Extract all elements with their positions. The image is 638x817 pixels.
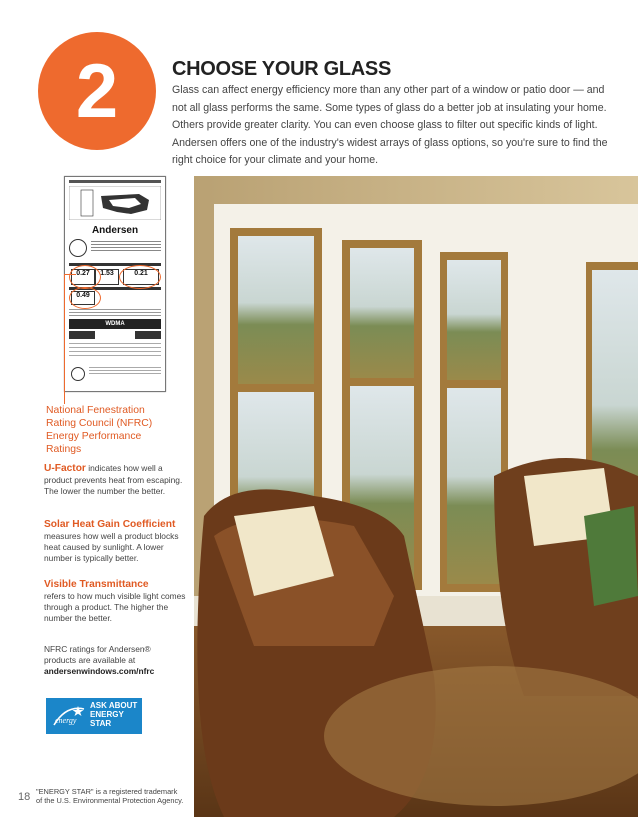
seal-icon	[69, 239, 87, 257]
intro-paragraph: Glass can affect energy efficiency more than any other part of a window or patio door — and not all glass performs the same. Some types of glass do a better job at insulating your home. Others provide greater clarity. You can even choose glass to filter out specific kinds of light. Andersen offers one of the industry's widest arrays of glass options, so you're sure to find the right choice for your climate and your home.	[172, 84, 608, 167]
nfrc-note: NFRC ratings for Andersen® products are available at andersenwindows.com/nfrc	[44, 644, 184, 677]
us-map-icon	[69, 186, 161, 220]
shgc-heading: Solar Heat Gain Coefficient	[44, 519, 176, 530]
nfrc-label-illustration	[64, 176, 166, 392]
energy-logo-text: energy	[55, 716, 77, 725]
u-factor-ring	[69, 265, 101, 289]
vt-box: 0.49	[71, 291, 95, 305]
leader-line	[64, 274, 76, 275]
u-factor-box: 0.27	[71, 269, 95, 285]
shgc-ring	[119, 265, 161, 289]
certification-seal-icon	[71, 367, 85, 381]
nfrc-heading: National Fenestration Rating Council (NFRC) Energy Performance Ratings	[46, 405, 153, 455]
vt-heading: Visible Transmittance	[44, 579, 149, 590]
label-brand: Andersen	[91, 224, 139, 236]
vt-ring	[69, 287, 101, 309]
energy-star-logo-icon	[52, 703, 86, 729]
section-number: 2	[75, 48, 119, 134]
label-top-bar	[69, 180, 161, 183]
u-factor-heading: U-Factor	[44, 463, 86, 474]
page-number: 18	[18, 791, 31, 803]
u-factor-definition: U-Factor indicates how well a product prevents heat from escaping. The lower the number the better.	[44, 463, 183, 496]
sunroom-photo	[194, 176, 638, 817]
trademark-footnote: "ENERGY STAR" is a registered trademark of the U.S. Environmental Protection Agency.	[36, 787, 184, 805]
energy-star-badge: energy ASK ABOUT ENERGY STAR	[46, 698, 142, 734]
section-number-badge	[38, 32, 156, 150]
page-title: CHOOSE YOUR GLASS	[172, 58, 392, 80]
ratio-box: 1.53	[95, 269, 119, 285]
nfrc-link[interactable]: andersenwindows.com/nfrc	[44, 666, 155, 676]
wdma-banner: WDMA	[69, 319, 161, 329]
leader-line-vertical	[64, 274, 65, 404]
sunroom-illustration	[194, 176, 638, 817]
shgc-box: 0.21	[123, 269, 159, 285]
vt-definition: Visible Transmittance refers to how much visible light comes through a product. The higher the number the better.	[44, 578, 192, 624]
shgc-definition: Solar Heat Gain Coefficient measures how well a product blocks heat caused by sunlight. A lower number is typically better.	[44, 518, 192, 564]
